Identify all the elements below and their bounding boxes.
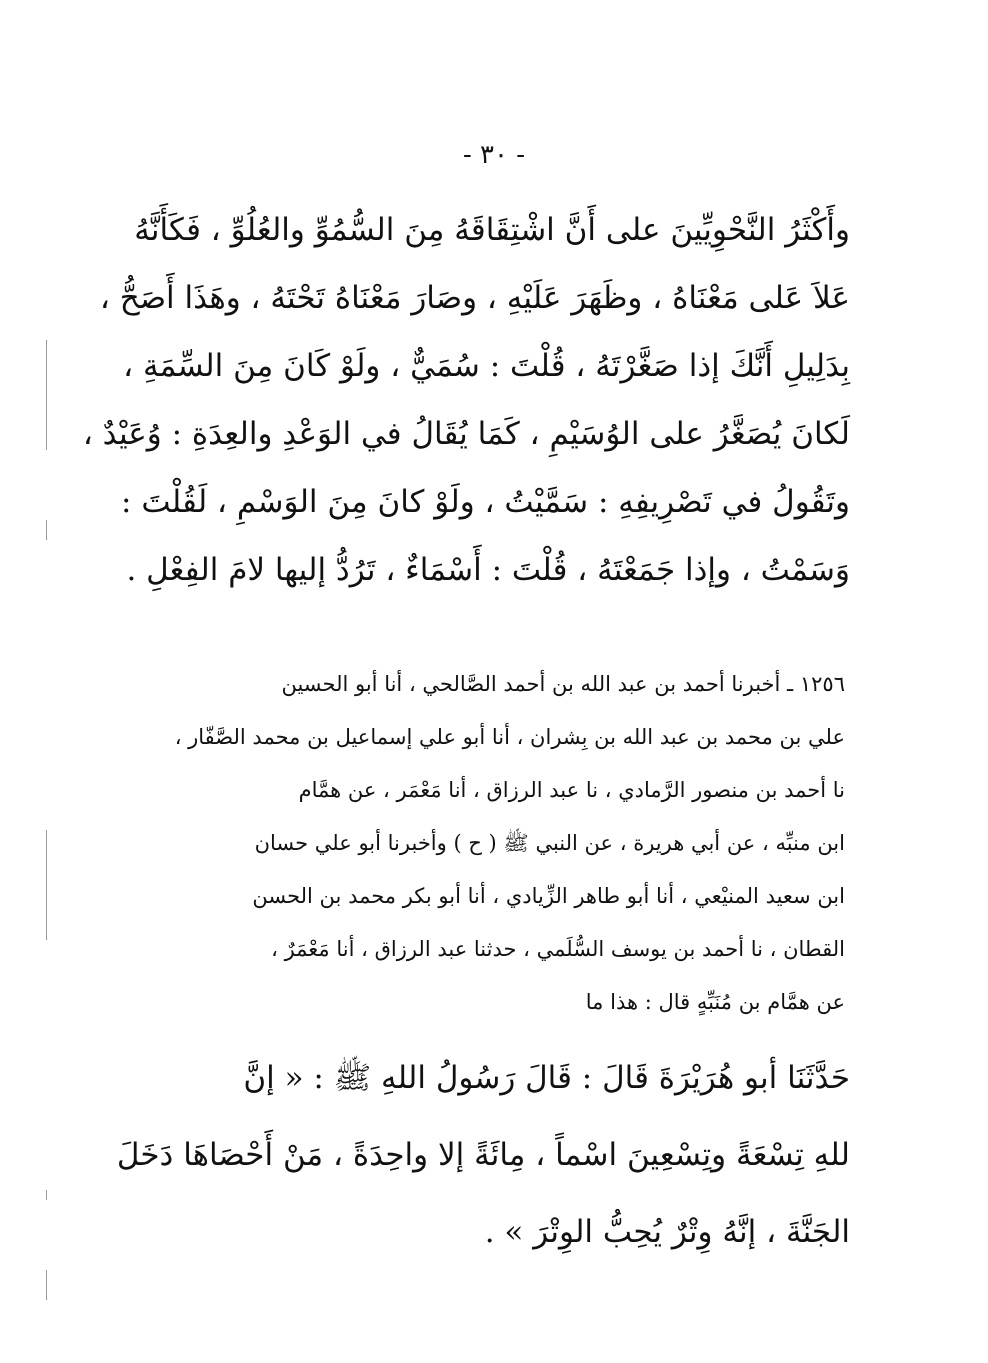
hadith-line: الجَنَّةَ ، إنَّهُ وِتْرٌ يُحِبُّ الوِتْرَ » . [484, 1214, 850, 1250]
chain-line: علي بن محمد بن عبد الله بن بِشران ، أنا أبو علي إسماعيل بن محمد الصَّفّار ، [174, 725, 845, 749]
chain-line: عن همَّام بن مُنَبِّهٍ قال : هذا ما [585, 990, 845, 1014]
left-margin-rule [46, 1270, 47, 1300]
main-text-block [82, 196, 850, 604]
chain-line: القطان ، نا أحمد بن يوسف السُّلَمي ، حدثنا عبد الرزاق ، أنا مَعْمَرٌ ، [271, 937, 845, 961]
chain-line: نا أحمد بن منصور الرَّمادي ، نا عبد الرزاق ، أنا مَعْمَر ، عن همَّام [298, 778, 845, 802]
chain-line: ١٢٥٦ ـ أخبرنا أحمد بن عبد الله بن أحمد الصَّالحي ، أنا أبو الحسين [281, 672, 845, 696]
left-margin-rule [46, 340, 47, 450]
chain-line: ابن منبِّه ، عن أبي هريرة ، عن النبي ﷺ ( ح ) وأخبرنا أبو علي حسان [254, 831, 845, 855]
left-margin-rule [46, 520, 47, 540]
left-margin-rule [46, 1190, 47, 1200]
chain-line: ابن سعيد المنيْعي ، أنا أبو طاهر الزِّيادي ، أنا أبو بكر محمد بن الحسن [252, 884, 845, 908]
text-line: لَكانَ يُصَغَّرُ على الوُسَيْمِ ، كَمَا يُقَالُ في الوَعْدِ والعِدَةِ : وُعَيْدٌ ، [82, 416, 850, 452]
hadith-text-block [116, 1040, 850, 1271]
text-line: وتَقُولُ في تَصْرِيفِهِ : سَمَّيْتُ ، ولَوْ كانَ مِنَ الوَسْمِ ، لَقُلْتَ : [121, 484, 850, 520]
page-number: - ٣٠ - [462, 140, 526, 170]
hadith-chain-block [174, 658, 845, 1029]
text-line: بِدَلِيلِ أَنَّكَ إذا صَغَّرْتَهُ ، قُلْتَ : سُمَيٌّ ، ولَوْ كَانَ مِنَ السِّمَةِ ، [123, 348, 850, 384]
hadith-line: حَدَّثَنَا أبو هُرَيْرَةَ قَالَ : قَالَ رَسُولُ اللهِ ﷺ : « إنَّ [243, 1060, 850, 1096]
hadith-line: للهِ تِسْعَةً وتِسْعِينَ اسْماً ، مِائَةً إلا واحِدَةً ، مَنْ أَحْصَاهَا دَخَلَ [116, 1137, 850, 1173]
text-line: وَسَمْتُ ، وإذا جَمَعْتَهُ ، قُلْتَ : أَسْمَاءٌ ، تَرُدُّ إليها لامَ الفِعْلِ . [126, 552, 850, 588]
text-line: عَلاَ عَلى مَعْنَاهُ ، وظَهَرَ عَلَيْهِ ، وصَارَ مَعْنَاهُ تَحْتَهُ ، وهَذَا أَصَحُّ ، [99, 280, 850, 316]
text-line: وأَكْثَرُ النَّحْوِيِّينَ على أَنَّ اشْتِقَاقَهُ مِنَ السُّمُوِّ والعُلُوِّ ، فَكَأَنَّهُ [134, 212, 850, 248]
left-margin-rule [46, 830, 47, 940]
